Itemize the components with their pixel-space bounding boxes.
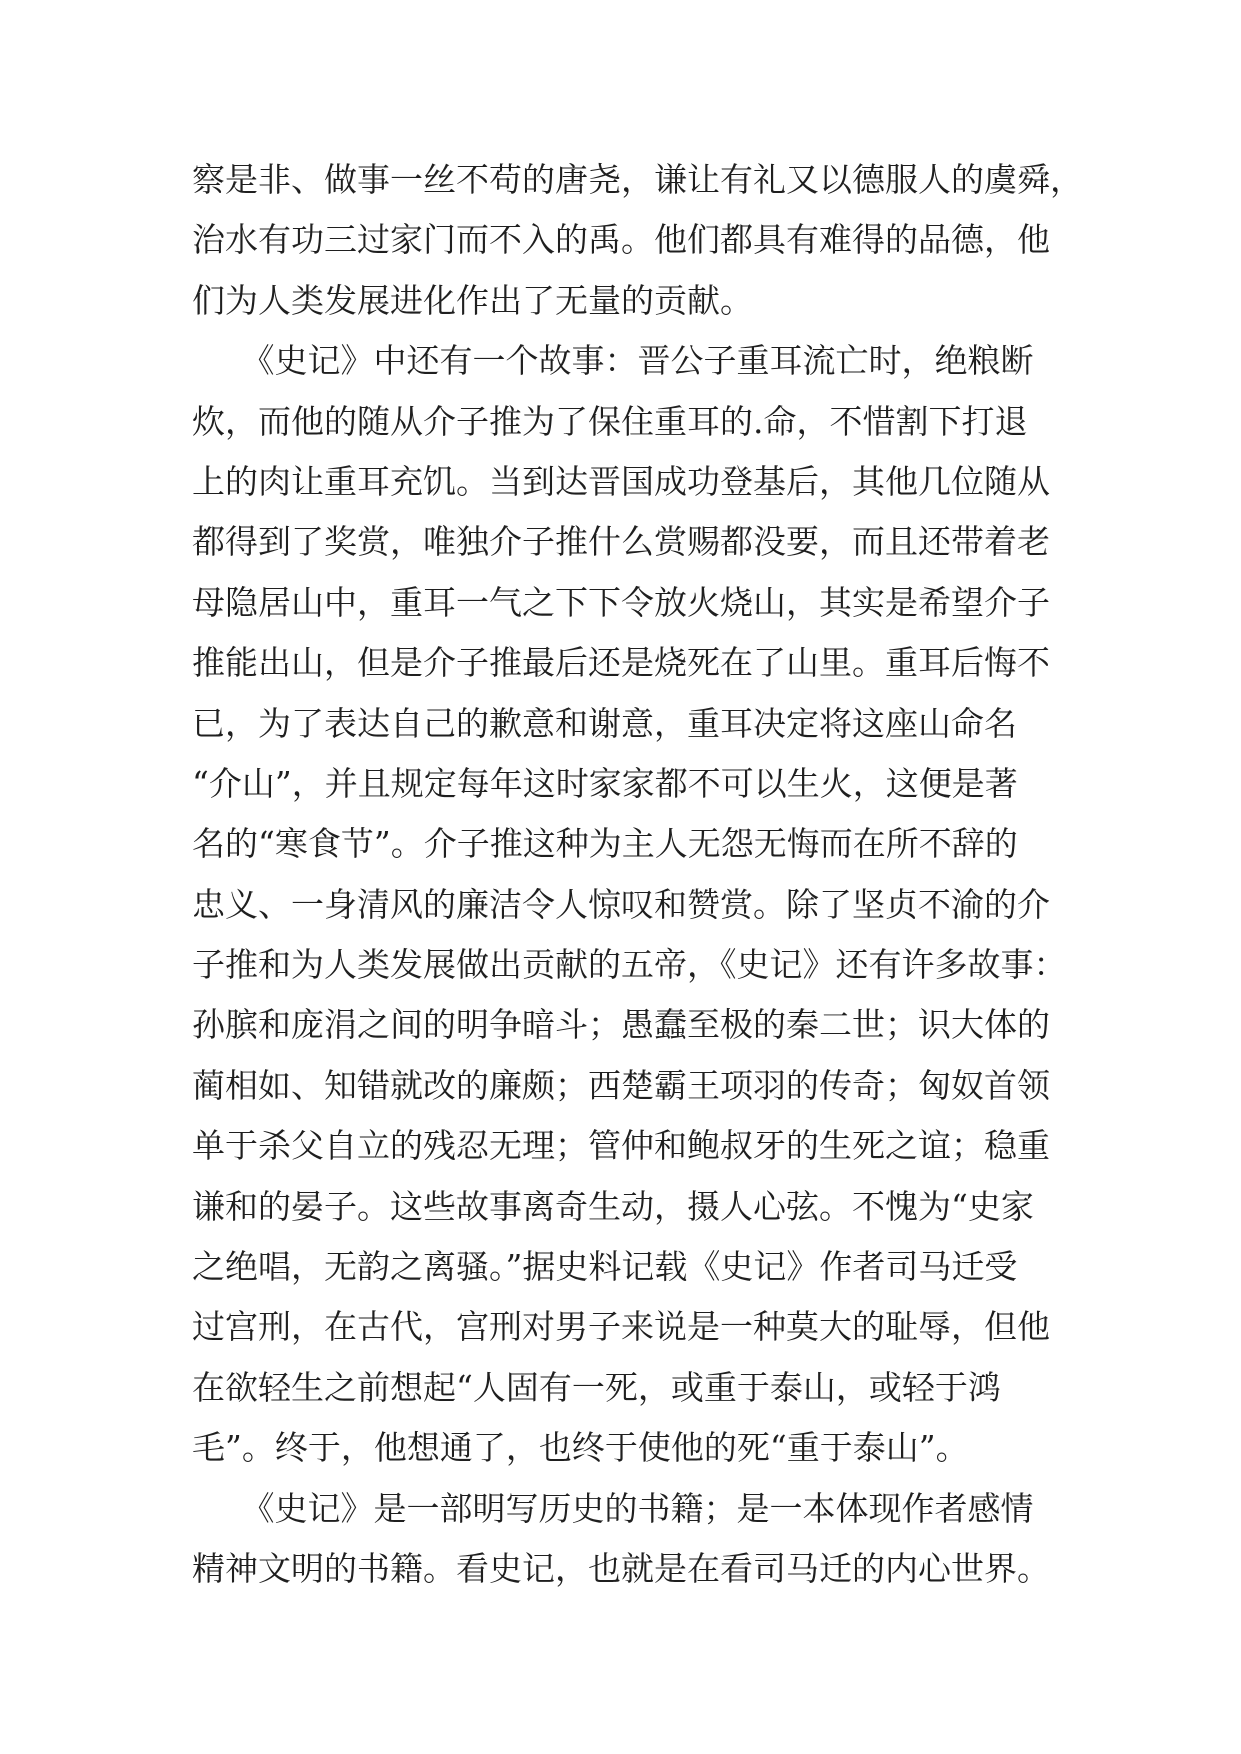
text-line-1: 察是非、做事一丝不苟的唐尧，谦让有礼又以德服人的虞舜， <box>192 160 1083 199</box>
text-line-18: 谦和的晏子。这些故事离奇生动，摄人心弦。不愧为“史家 <box>192 1186 1034 1226</box>
text-line-21: 在欲轻生之前想起“人固有一死，或重于泰山，或轻于鸿 <box>192 1367 1001 1407</box>
text-line-3: 们为人类发展进化作出了无量的贡献。 <box>192 280 753 320</box>
text-line-22: 毛”。终于，他想通了，也终于使他的死“重于泰山”。 <box>192 1428 969 1468</box>
text-line-13: 忠义、一身清风的廉洁令人惊叹和赞赏。除了坚贞不渝的介 <box>192 884 1050 924</box>
text-line-5: 炊，而他的随从介子推为了保住重耳的.命，不惜割下打退 <box>192 401 1028 441</box>
text-line-19: 之绝唱，无韵之离骚。”据史料记载《史记》作者司马迁受 <box>192 1247 1018 1287</box>
text-line-4: 《史记》中还有一个故事：晋公子重耳流亡时，绝粮断 <box>192 341 1034 381</box>
text-line-24: 精神文明的书籍。看史记，也就是在看司马迁的内心世界。 <box>192 1548 1050 1588</box>
body-text <box>192 150 1082 1599</box>
text-line-15: 孙膑和庞涓之间的明争暗斗；愚蠢至极的秦二世；识大体的 <box>192 1005 1050 1045</box>
text-line-11: “介山”，并且规定每年这时家家都不可以生火，这便是著 <box>192 763 1018 803</box>
text-line-10: 已，为了表达自己的歉意和谢意，重耳决定将这座山命名 <box>192 703 1017 743</box>
text-line-6: 上的肉让重耳充饥。当到达晋国成功登基后，其他几位随从 <box>192 461 1050 501</box>
text-line-17: 单于杀父自立的残忍无理；管仲和鲍叔牙的生死之谊；稳重 <box>192 1126 1050 1166</box>
text-line-8: 母隐居山中，重耳一气之下下令放火烧山，其实是希望介子 <box>192 582 1050 622</box>
text-line-23: 《史记》是一部明写历史的书籍；是一本体现作者感情 <box>192 1488 1034 1528</box>
text-line-12: 名的“寒食节”。介子推这种为主人无怨无悔而在所不辞的 <box>192 824 1018 864</box>
text-line-14: 子推和为人类发展做出贡献的五帝，《史记》还有许多故事： <box>192 945 1067 985</box>
text-line-9: 推能出山，但是介子推最后还是烧死在了山里。重耳后悔不 <box>192 643 1050 683</box>
text-line-2: 治水有功三过家门而不入的禹。他们都具有难得的品德，他 <box>192 220 1050 260</box>
text-line-7: 都得到了奖赏，唯独介子推什么赏赐都没要，而且还带着老 <box>192 522 1050 562</box>
text-line-16: 蔺相如、知错就改的廉颇；西楚霸王项羽的传奇；匈奴首领 <box>192 1065 1050 1105</box>
text-line-20: 过宫刑，在古代，宫刑对男子来说是一种莫大的耻辱，但他 <box>192 1307 1050 1347</box>
